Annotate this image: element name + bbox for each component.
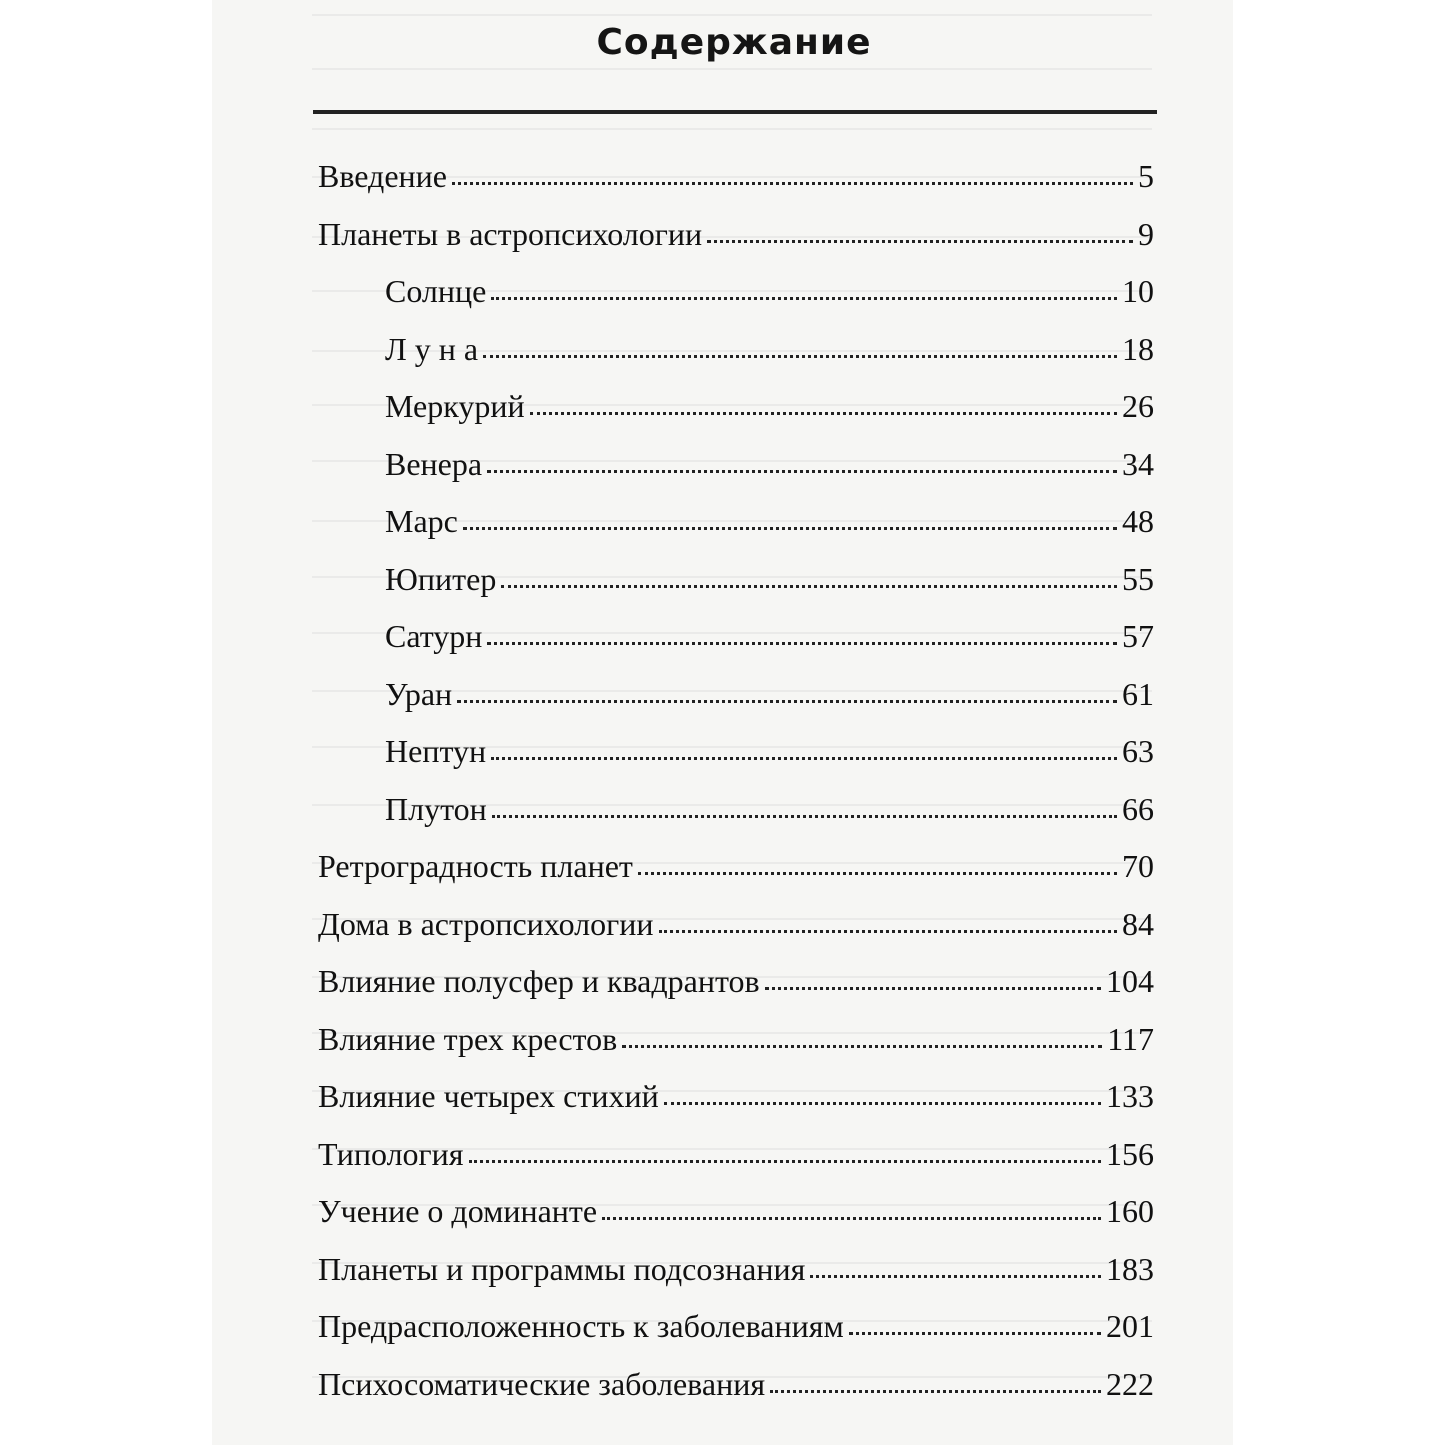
table-of-contents	[318, 158, 1154, 1423]
dot-leader	[469, 1160, 1101, 1163]
dot-leader	[491, 757, 1117, 760]
toc-entry-title: Венера	[385, 445, 483, 482]
toc-page-number: 57	[1122, 618, 1154, 654]
toc-entry-title: Уран	[385, 675, 453, 712]
toc-page-number: 5	[1138, 158, 1154, 194]
dot-leader	[765, 987, 1101, 990]
toc-page-number: 133	[1106, 1078, 1154, 1114]
book-page	[212, 0, 1233, 1445]
toc-page-number: 48	[1122, 503, 1154, 539]
toc-subentry	[318, 676, 1154, 734]
toc-page-number: 70	[1122, 848, 1154, 884]
toc-page-number: 9	[1138, 215, 1154, 252]
toc-page-number: 201	[1106, 1308, 1154, 1344]
toc-subentry	[318, 446, 1154, 504]
dot-leader	[664, 1102, 1101, 1105]
dot-leader	[491, 297, 1117, 300]
toc-entry	[318, 1251, 1154, 1309]
toc-entry-title: Типология	[318, 1135, 464, 1172]
toc-entry-title: Введение	[318, 158, 447, 194]
toc-page-number: 222	[1106, 1365, 1154, 1402]
toc-page-number: 61	[1122, 675, 1154, 712]
toc-entry	[318, 1193, 1154, 1251]
dot-leader	[770, 1390, 1101, 1393]
toc-page-number: 26	[1122, 388, 1154, 424]
toc-entry-title: Учение о доминанте	[318, 1193, 598, 1229]
toc-page-number: 160	[1106, 1193, 1154, 1229]
toc-entry-title: Солнце	[385, 273, 487, 309]
toc-entry	[318, 1308, 1154, 1366]
toc-entry	[318, 216, 1154, 274]
dot-leader	[487, 642, 1117, 645]
dot-leader	[457, 700, 1117, 703]
toc-entry-title: Влияние четырех стихий	[318, 1078, 659, 1114]
dot-leader	[622, 1045, 1102, 1048]
toc-page-number: 10	[1122, 273, 1154, 309]
page-title: Содержание	[596, 22, 872, 63]
toc-entry	[318, 1136, 1154, 1194]
dot-leader	[492, 815, 1117, 818]
toc-entry-title: Предрасположенность к заболеваниям	[318, 1308, 844, 1344]
dot-leader	[530, 412, 1117, 415]
toc-subentry	[318, 331, 1154, 389]
toc-entry-title: Меркурий	[385, 388, 525, 424]
toc-entry	[318, 158, 1154, 216]
toc-entry-title: Плутон	[385, 790, 487, 827]
dot-leader	[483, 355, 1117, 358]
toc-subentry	[318, 618, 1154, 676]
toc-page-number: 84	[1122, 905, 1154, 942]
dot-leader	[707, 240, 1133, 243]
toc-subentry	[318, 273, 1154, 331]
toc-entry-title: Сатурн	[385, 618, 483, 654]
toc-subentry	[318, 561, 1154, 619]
toc-entry-title: Планеты в астропсихологии	[318, 215, 703, 252]
toc-entry-title: Влияние трех крестов	[318, 1020, 618, 1057]
dot-leader	[452, 182, 1133, 185]
toc-entry-title: Ретроградность планет	[318, 848, 633, 884]
toc-entry	[318, 963, 1154, 1021]
toc-page-number: 18	[1122, 330, 1154, 367]
dot-leader	[638, 872, 1117, 875]
dot-leader	[659, 930, 1118, 933]
toc-entry	[318, 1366, 1154, 1424]
toc-entry-title: Влияние полусфер и квадрантов	[318, 963, 760, 999]
toc-entry-title: Марс	[385, 503, 458, 539]
toc-subentry	[318, 503, 1154, 561]
toc-entry-title: Дома в астропсихологии	[318, 905, 654, 942]
dot-leader	[463, 527, 1117, 530]
toc-page-number: 156	[1106, 1135, 1154, 1172]
toc-page-number: 63	[1122, 733, 1154, 769]
toc-subentry	[318, 388, 1154, 446]
toc-entry-title: Планеты и программы подсознания	[318, 1250, 806, 1287]
toc-page-number: 183	[1106, 1250, 1154, 1287]
toc-entry-title: Психосоматические заболевания	[318, 1365, 766, 1402]
toc-entry	[318, 906, 1154, 964]
toc-entry-title: Нептун	[385, 733, 487, 769]
toc-page-number: 34	[1122, 445, 1154, 482]
toc-entry-title: Л у н а	[385, 330, 479, 367]
toc-page-number: 104	[1106, 963, 1154, 999]
dot-leader	[810, 1275, 1101, 1278]
dot-leader	[487, 470, 1117, 473]
toc-entry	[318, 1021, 1154, 1079]
dot-leader	[849, 1332, 1101, 1335]
title-divider	[313, 110, 1157, 114]
toc-page-number: 66	[1122, 790, 1154, 827]
toc-entry	[318, 848, 1154, 906]
dot-leader	[501, 585, 1117, 588]
toc-subentry	[318, 733, 1154, 791]
toc-entry	[318, 1078, 1154, 1136]
toc-page-number: 117	[1107, 1020, 1154, 1057]
dot-leader	[602, 1217, 1101, 1220]
toc-entry-title: Юпитер	[385, 560, 497, 597]
toc-subentry	[318, 791, 1154, 849]
toc-page-number: 55	[1122, 560, 1154, 597]
